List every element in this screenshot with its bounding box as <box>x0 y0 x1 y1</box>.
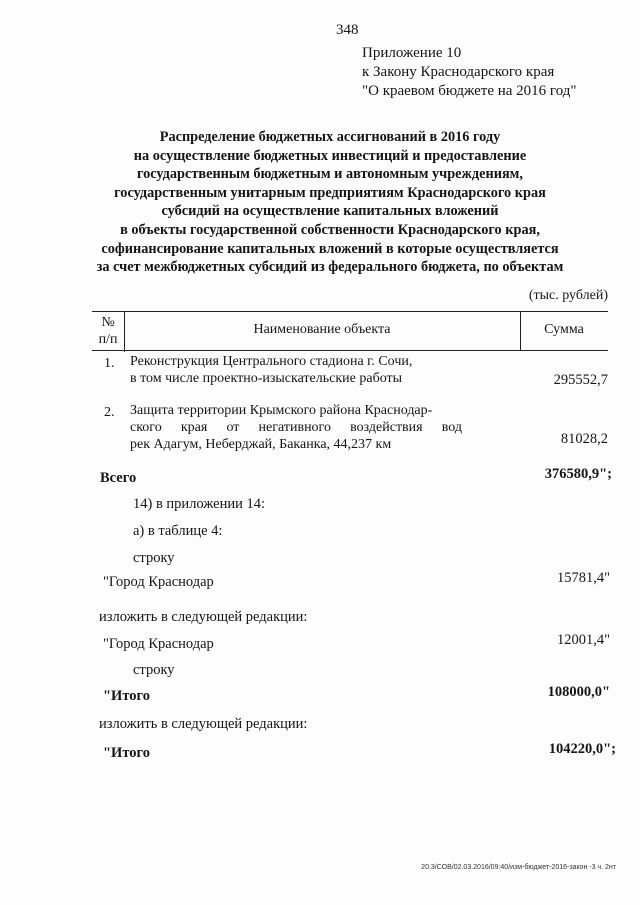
row-name-line: рек Адагум, Неберджай, Баканка, 44,237 км <box>130 437 392 452</box>
header-name-cell <box>124 312 521 350</box>
row-name-line: Защита территории Крымского района Краснодар- <box>130 403 433 418</box>
row-name-line: ского края от негативного воздействия вод <box>130 420 462 435</box>
stroku-text: строку <box>133 662 175 678</box>
table-header <box>92 311 608 351</box>
footer-code: 20.3/СОВ/02.03.2016/09:40/изм-бюджет-2016-закон -3 ч. 2нт <box>421 864 616 871</box>
appendix-line: к Закону Краснодарского края <box>362 64 555 80</box>
title-line: софинансирование капитальных вложений в которые осуществляется <box>101 240 559 257</box>
header-number <box>92 312 125 352</box>
itogo-amount: 104220,0"; <box>548 741 616 757</box>
title-line: на осуществление бюджетных инвестиций и предоставление <box>133 147 527 164</box>
total-label: Всего <box>100 470 137 486</box>
city-amount: 12001,4" <box>556 632 610 648</box>
city-amount: 15781,4" <box>556 570 610 586</box>
row-number: 2. <box>104 405 115 420</box>
title-line: за счет межбюджетных субсидий из федерального бюджета, по объектам <box>96 259 564 276</box>
header-sum: Сумма <box>544 322 584 337</box>
row-name-line: в том числе проектно-изыскательские работы <box>130 371 403 386</box>
title-line: субсидий на осуществление капитальных вложений <box>161 203 499 220</box>
title-line: Распределение бюджетных ассигнований в 2016 году <box>159 129 501 145</box>
row-name-line: Реконструкция Центрального стадиона г. Сочи, <box>130 354 413 369</box>
total-amount: 376580,9"; <box>544 466 612 482</box>
page-number: 348 <box>336 22 359 38</box>
header-number-sign: № <box>101 315 115 330</box>
row-object-name <box>130 402 462 453</box>
title-line: государственным бюджетным и автономным учреждениям, <box>136 166 523 183</box>
title-line: государственным унитарным предприятиям Краснодарского края <box>114 184 546 201</box>
item-14-text: 14) в приложении 14: <box>133 496 266 512</box>
itogo-amount: 108000,0" <box>547 684 610 700</box>
city-label: "Город Краснодар <box>103 574 214 590</box>
itogo-label: "Итого <box>103 688 150 704</box>
header-number-abbr: п/п <box>98 332 118 347</box>
units-label: (тыс. рублей) <box>528 288 608 303</box>
title-line: в объекты государственной собственности Краснодарского края, <box>120 221 540 238</box>
table-4-text: а) в таблице 4: <box>133 523 223 539</box>
header-name: Наименование объекта <box>253 322 391 337</box>
appendix-line: "О краевом бюджете на 2016 год" <box>362 83 577 99</box>
row-object-name <box>130 353 412 387</box>
document-title <box>60 128 600 277</box>
row-amount: 81028,2 <box>560 431 608 447</box>
row-amount: 295552,7 <box>553 372 608 388</box>
itogo-label: "Итого <box>103 745 150 761</box>
row-number: 1. <box>104 356 115 371</box>
edit-instruction: изложить в следующей редакции: <box>99 609 308 625</box>
stroku-text: строку <box>133 550 175 566</box>
city-label: "Город Краснодар <box>103 636 214 652</box>
appendix-reference <box>362 44 577 101</box>
appendix-line: Приложение 10 <box>362 45 462 61</box>
edit-instruction: изложить в следующей редакции: <box>99 716 308 732</box>
